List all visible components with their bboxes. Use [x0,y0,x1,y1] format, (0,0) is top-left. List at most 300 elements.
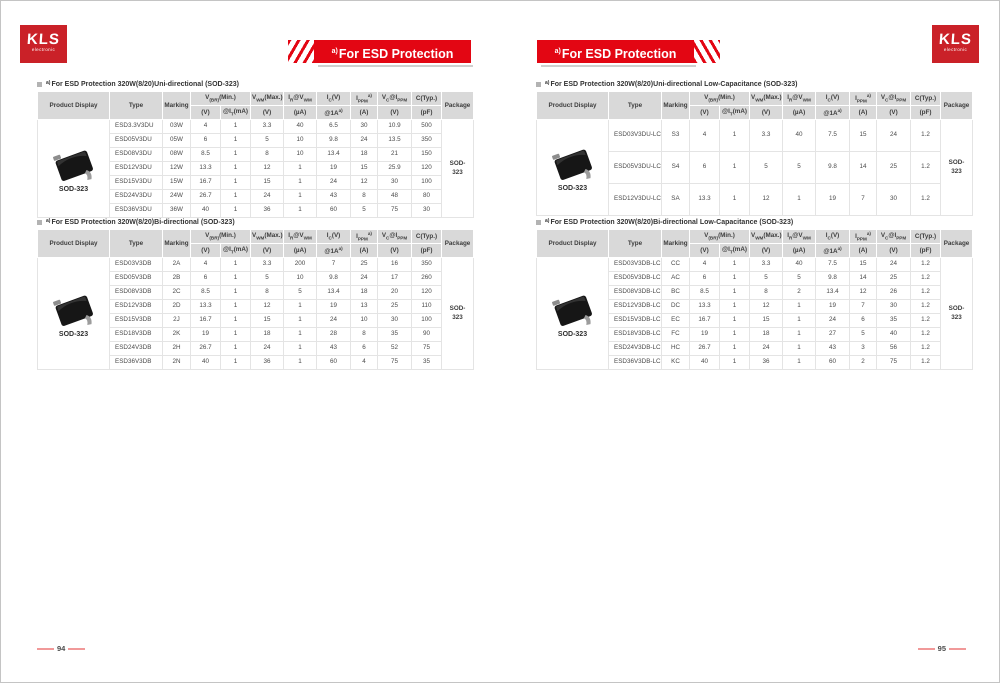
section-title-text [46,80,239,88]
unit-vwm: (V) [251,244,284,258]
value-cell: 13.3 [690,300,720,314]
value-cell: 25 [877,272,911,286]
unit-vwm: (V) [251,106,284,120]
unit-it: $@I_T(mA)$ [221,244,251,258]
value-cell: 40 [690,356,720,370]
col-ippm: $I_{PPM}^{a)}$ [850,230,877,244]
value-cell: 15W [163,176,191,190]
value-cell: 3 [850,342,877,356]
value-cell: HC [662,342,690,356]
title-label: For ESD Protection 320W(8/20)Bi-directional Low-Capacitance (SOD-323) [550,219,794,226]
banner-superscript: a) [554,48,561,55]
value-cell: 21 [378,148,412,162]
col-ic: $I_C(V)$ [816,230,850,244]
value-cell: 25 [378,300,412,314]
type-cell: ESD08V3DB [110,286,163,300]
product-display-cell [537,258,609,370]
type-cell: ESD12V3DB [110,300,163,314]
value-cell: 1 [720,272,750,286]
type-cell: ESD36V3DB [110,356,163,370]
title-superscript: a) [545,218,550,224]
col-c-typ: C(Typ.) [412,230,442,244]
value-cell: 24 [251,190,284,204]
value-cell: 5 [850,328,877,342]
value-cell: 150 [412,148,442,162]
value-cell: 24 [351,272,378,286]
value-cell: 10.9 [378,120,412,134]
value-cell: 1 [284,342,317,356]
unit-vc: (V) [877,106,911,120]
type-cell: ESD03V3DB [110,258,163,272]
value-cell: 1 [221,258,251,272]
col-vwm-max: $V_{WM}(Max.)$ [750,92,783,106]
value-cell: 1.2 [911,342,941,356]
value-cell: 1 [284,190,317,204]
value-cell: DC [662,300,690,314]
value-cell: 75 [877,356,911,370]
value-cell: 30 [378,314,412,328]
value-cell: 1 [783,300,816,314]
col-c-typ: C(Typ.) [911,92,941,106]
value-cell: 12W [163,162,191,176]
value-cell: 36 [750,356,783,370]
value-cell: 16.7 [690,314,720,328]
value-cell: 1 [221,120,251,134]
page-95 [500,1,1000,682]
value-cell: 75 [378,204,412,218]
value-cell: 24 [816,314,850,328]
col-ippm: $I_{PPM}^{a)}$ [850,92,877,106]
col-vwm-max: $V_{WM}(Max.)$ [750,230,783,244]
banner-title [537,40,694,63]
footer-dash-right [68,648,85,650]
col-package: Package [442,92,474,120]
title-superscript: a) [46,80,51,86]
col-vwm-max: $V_{WM}(Max.)$ [251,92,284,106]
value-cell: 1 [221,272,251,286]
kls-logo [20,25,67,63]
value-cell: 6 [191,272,221,286]
unit-ir: (µA) [783,106,816,120]
section-title [37,218,469,226]
value-cell: 75 [412,342,442,356]
value-cell: 8 [351,328,378,342]
value-cell: 3.3 [750,120,783,152]
unit-vwm: (V) [750,106,783,120]
value-cell: 100 [412,314,442,328]
value-cell: 12 [351,176,378,190]
unit-vbr: (V) [690,244,720,258]
value-cell: 13.4 [317,286,351,300]
unit-ippm: (A) [351,244,378,258]
col-ir-at-vwm: $I_R@V_{WM}$ [284,230,317,244]
value-cell: 9.8 [317,134,351,148]
value-cell: 10 [284,148,317,162]
value-cell: 14 [850,152,877,184]
value-cell: 2N [163,356,191,370]
value-cell: 1 [783,356,816,370]
value-cell: 40 [191,356,221,370]
value-cell: 2B [163,272,191,286]
col-vc-at-ippm: $V_C@I_{PPM}$ [378,230,412,244]
unit-vc: (V) [378,244,412,258]
col-product-display: Product Display [537,92,609,120]
table-body [537,258,973,370]
value-cell: 1 [720,286,750,300]
value-cell: 8 [750,286,783,300]
col-product-display: Product Display [38,230,110,258]
package-cell: SOD-323 [941,120,973,216]
product-package-label: SOD-323 [557,184,588,192]
logo-brand-text: KLS [938,31,973,48]
value-cell: CC [662,258,690,272]
sod-323-package-image [546,290,600,330]
col-c-typ: C(Typ.) [412,92,442,106]
value-cell: 43 [816,342,850,356]
value-cell: 8.5 [690,286,720,300]
section-title [536,218,968,226]
col-type: Type [609,230,662,258]
value-cell: 5 [284,286,317,300]
col-ic: $I_C(V)$ [317,230,351,244]
value-cell: 1 [720,328,750,342]
value-cell: 1 [720,300,750,314]
footer-dash-right [949,648,966,650]
unit-ic: $@1A^{a)}$ [317,106,351,120]
title-label: For ESD Protection 320W(8/20)Uni-directional (SOD-323) [51,81,239,88]
value-cell: 4 [351,356,378,370]
unit-it: $@I_T(mA)$ [221,106,251,120]
col-vc-at-ippm: $V_C@I_{PPM}$ [877,92,911,106]
col-ippm: $I_{PPM}^{a)}$ [351,92,378,106]
value-cell: 30 [351,120,378,134]
sod-323-package-image [546,144,600,184]
value-cell: 52 [378,342,412,356]
value-cell: 8.5 [191,148,221,162]
value-cell: 1 [783,184,816,216]
banner-label: For ESD Protection [561,47,677,61]
value-cell: 6 [850,314,877,328]
col-type: Type [110,92,163,120]
value-cell: 110 [412,300,442,314]
type-cell: ESD08V3DU [110,148,163,162]
type-cell: ESD18V3DB-LC [609,328,662,342]
value-cell: 1 [720,314,750,328]
value-cell: 05W [163,134,191,148]
type-cell: ESD24V3DB-LC [609,342,662,356]
value-cell: 03W [163,120,191,134]
value-cell: 19 [317,162,351,176]
type-cell: ESD24V3DB [110,342,163,356]
col-ic: $I_C(V)$ [317,92,351,106]
value-cell: 16.7 [191,314,221,328]
value-cell: 5 [351,204,378,218]
value-cell: KC [662,356,690,370]
table-header [38,230,474,258]
value-cell: 26 [877,286,911,300]
value-cell: 1 [783,342,816,356]
value-cell: 12 [850,286,877,300]
type-cell: ESD05V3DU [110,134,163,148]
spec-table-bi-directional [37,229,474,370]
value-cell: 1 [221,190,251,204]
value-cell: 16.7 [191,176,221,190]
value-cell: 25 [351,258,378,272]
value-cell: 40 [284,120,317,134]
unit-c: (pF) [911,106,941,120]
value-cell: 9.8 [317,272,351,286]
value-cell: 10 [284,134,317,148]
value-cell: 1.2 [911,300,941,314]
value-cell: 1 [221,328,251,342]
banner-title [314,40,471,63]
type-cell: ESD15V3DB [110,314,163,328]
type-cell: ESD15V3DU [110,176,163,190]
col-vbr-min: $V_{(BR)}(Min.)$ [690,92,750,106]
table-body [537,120,973,216]
value-cell: 18 [351,286,378,300]
value-cell: 1 [720,152,750,184]
value-cell: 1 [783,314,816,328]
page-number-footer [918,644,966,653]
value-cell: 2D [163,300,191,314]
value-cell: 40 [877,328,911,342]
value-cell: 4 [690,120,720,152]
value-cell: 13.3 [690,184,720,216]
col-vwm-max: $V_{WM}(Max.)$ [251,230,284,244]
value-cell: 1 [284,328,317,342]
page-94 [1,1,501,682]
unit-ippm: (A) [850,106,877,120]
value-cell: 40 [191,204,221,218]
value-cell: 1 [284,162,317,176]
col-package: Package [941,92,973,120]
value-cell: 1.2 [911,272,941,286]
type-cell: ESD08V3DB-LC [609,286,662,300]
value-cell: 80 [412,190,442,204]
title-superscript: a) [46,218,51,224]
value-cell: 7.5 [816,258,850,272]
value-cell: 2A [163,258,191,272]
value-cell: 7 [850,300,877,314]
type-cell: ESD12V3DU-LC [609,184,662,216]
spec-table-bi-directional-lc [536,229,973,370]
value-cell: 24 [317,314,351,328]
value-cell: 10 [284,272,317,286]
value-cell: 26.7 [191,342,221,356]
type-cell: ESD03V3DU-LC [609,120,662,152]
type-cell: ESD36V3DU [110,204,163,218]
banner-superscript: a) [331,48,338,55]
value-cell: 350 [412,258,442,272]
value-cell: 1 [221,162,251,176]
value-cell: 13.4 [816,286,850,300]
value-cell: 9.8 [816,272,850,286]
value-cell: 24 [351,134,378,148]
value-cell: 13.3 [191,162,221,176]
type-cell: ESD15V3DB-LC [609,314,662,328]
value-cell: 1 [221,134,251,148]
value-cell: 4 [690,258,720,272]
banner-stripes-decoration [694,40,720,63]
value-cell: 1.2 [911,258,941,272]
type-cell: ESD12V3DU [110,162,163,176]
square-bullet-icon [536,220,541,225]
product-display-cell [38,120,110,218]
esd-protection-banner [288,40,471,63]
value-cell: 15 [850,258,877,272]
unit-ir: (µA) [284,106,317,120]
col-product-display: Product Display [537,230,609,258]
unit-c: (pF) [911,244,941,258]
type-cell: ESD05V3DB-LC [609,272,662,286]
col-vbr-min: $V_{(BR)}(Min.)$ [690,230,750,244]
col-type: Type [609,92,662,120]
banner-stripes-decoration [288,40,314,63]
square-bullet-icon [37,220,42,225]
value-cell: 25 [877,152,911,184]
value-cell: 24 [251,342,284,356]
value-cell: 1 [221,176,251,190]
value-cell: 1 [720,120,750,152]
value-cell: 43 [317,190,351,204]
table-header [38,92,474,120]
value-cell: 100 [412,176,442,190]
table-body [38,120,474,218]
value-cell: 40 [783,120,816,152]
section-title [37,80,469,88]
unit-ic: $@1A^{a)}$ [816,244,850,258]
value-cell: 6 [690,152,720,184]
value-cell: 14 [850,272,877,286]
banner-label: For ESD Protection [338,47,454,61]
value-cell: S3 [662,120,690,152]
unit-ir: (µA) [783,244,816,258]
value-cell: 1.2 [911,328,941,342]
sod-323-package-image [47,290,101,330]
value-cell: 6 [351,342,378,356]
value-cell: 19 [690,328,720,342]
value-cell: 8 [351,190,378,204]
value-cell: BC [662,286,690,300]
value-cell: 1 [221,300,251,314]
value-cell: 1 [783,328,816,342]
value-cell: 16 [378,258,412,272]
value-cell: 08W [163,148,191,162]
product-package-label: SOD-323 [557,330,588,338]
col-marking: Marking [662,92,690,120]
value-cell: 36 [251,356,284,370]
value-cell: 1 [221,148,251,162]
table-header [537,230,973,258]
title-label: For ESD Protection 320W(8/20)Uni-directional Low-Capacitance (SOD-323) [550,81,798,88]
col-ippm: $I_{PPM}^{a)}$ [351,230,378,244]
col-ir-at-vwm: $I_R@V_{WM}$ [284,92,317,106]
value-cell: 4 [191,120,221,134]
value-cell: 48 [378,190,412,204]
value-cell: 35 [378,328,412,342]
value-cell: 1 [221,286,251,300]
table-row [537,120,973,152]
value-cell: 2H [163,342,191,356]
value-cell: 5 [783,272,816,286]
value-cell: EC [662,314,690,328]
value-cell: 1.2 [911,314,941,328]
value-cell: 60 [317,356,351,370]
spec-table-uni-directional [37,91,474,218]
sod-323-package-image [47,145,101,185]
section-uni-directional [37,80,469,218]
value-cell: 30 [877,184,911,216]
value-cell: 5 [750,152,783,184]
value-cell: 120 [412,286,442,300]
section-title-text [545,80,797,88]
type-cell: ESD05V3DB [110,272,163,286]
table-row [537,258,973,272]
value-cell: 120 [412,162,442,176]
col-type: Type [110,230,163,258]
value-cell: 30 [412,204,442,218]
value-cell: 19 [191,328,221,342]
value-cell: S4 [662,152,690,184]
value-cell: 26.7 [690,342,720,356]
value-cell: 15 [351,162,378,176]
value-cell: 8.5 [191,286,221,300]
value-cell: 6.5 [317,120,351,134]
footer-dash-left [37,648,54,650]
square-bullet-icon [37,82,42,87]
value-cell: 5 [251,134,284,148]
section-bi-directional [37,218,469,370]
unit-vwm: (V) [750,244,783,258]
value-cell: 1.2 [911,286,941,300]
section-bi-directional-lc [536,218,968,370]
value-cell: 1 [284,356,317,370]
value-cell: 8 [251,148,284,162]
value-cell: 12 [251,300,284,314]
value-cell: 27 [816,328,850,342]
page-number-footer [37,644,85,653]
value-cell: 6 [690,272,720,286]
value-cell: 24 [877,120,911,152]
value-cell: 1 [720,258,750,272]
value-cell: 200 [284,258,317,272]
value-cell: 25.9 [378,162,412,176]
table-row [38,258,474,272]
col-vc-at-ippm: $V_C@I_{PPM}$ [877,230,911,244]
value-cell: 19 [317,300,351,314]
value-cell: 1 [720,184,750,216]
col-package: Package [442,230,474,258]
value-cell: 500 [412,120,442,134]
section-title [536,80,968,88]
value-cell: 2 [850,356,877,370]
col-ir-at-vwm: $I_R@V_{WM}$ [783,92,816,106]
table-header [537,92,973,120]
value-cell: 2J [163,314,191,328]
type-cell: ESD18V3DB [110,328,163,342]
value-cell: 1 [284,176,317,190]
value-cell: 1 [221,314,251,328]
product-package-label: SOD-323 [58,185,89,193]
value-cell: 4 [191,258,221,272]
value-cell: 15 [750,314,783,328]
value-cell: 7 [850,184,877,216]
title-label: For ESD Protection 320W(8/20)Bi-directional (SOD-323) [51,219,235,226]
value-cell: 18 [251,328,284,342]
value-cell: 3.3 [251,258,284,272]
value-cell: 24 [877,258,911,272]
